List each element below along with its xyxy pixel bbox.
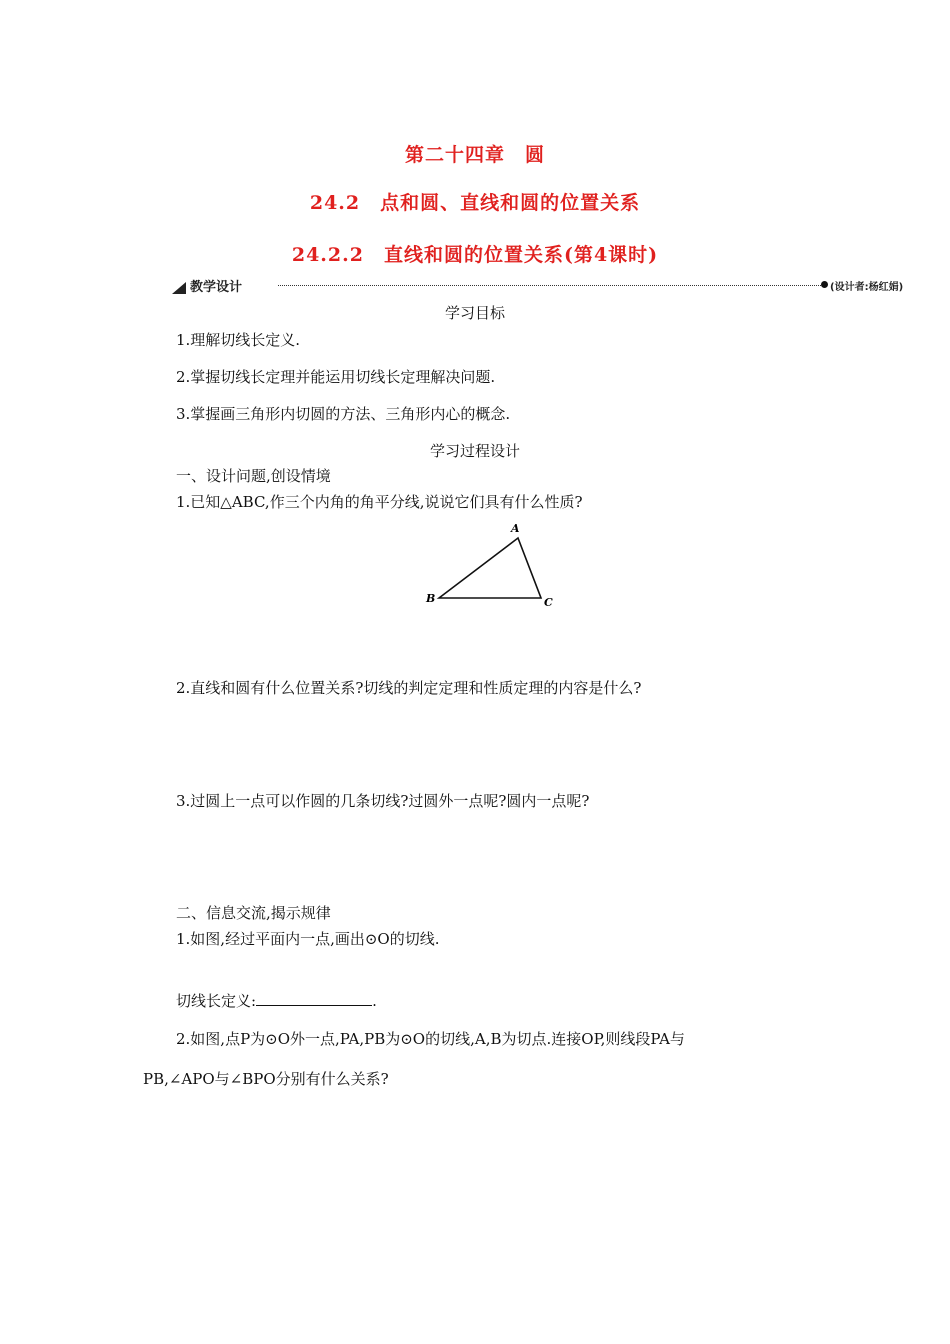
banner-label <box>172 276 242 295</box>
definition-blank[interactable] <box>256 991 372 1006</box>
chapter-title: 第二十四章 圆 <box>404 144 545 166</box>
section-banner <box>172 276 934 296</box>
banner-triangle-icon <box>172 282 186 294</box>
part1-question-2: 2.直线和圆有什么位置关系?切线的判定定理和性质定理的内容是什么? <box>176 679 642 697</box>
banner-author: (设计者:杨红娟) <box>830 282 904 293</box>
part2-question-2-line1: 2.如图,点P为⊙O外一点,PA,PB为⊙O的切线,A,B为切点.连接OP,则线段PA与 <box>176 1030 685 1048</box>
section-title: 24.2 点和圆、直线和圆的位置关系 <box>309 192 641 214</box>
process-heading: 学习过程设计 <box>429 442 520 460</box>
vertex-label-c: C <box>544 596 553 609</box>
definition-end: . <box>372 992 377 1010</box>
vertex-label-a: A <box>511 522 520 535</box>
definition-label: 切线长定义: <box>176 992 257 1010</box>
subsection-title: 24.2.2 直线和圆的位置关系(第4课时) <box>291 244 659 266</box>
part2-title: 二、信息交流,揭示规律 <box>176 904 331 922</box>
banner-dot-icon <box>821 281 828 288</box>
part2-question-1: 1.如图,经过平面内一点,画出⊙O的切线. <box>176 930 440 948</box>
banner-left-text: 教学设计 <box>190 280 243 295</box>
definition-line <box>176 990 377 1011</box>
triangle-figure <box>420 518 560 610</box>
banner-dotted-line <box>278 285 823 286</box>
objectives-heading: 学习目标 <box>444 304 505 322</box>
triangle-abc <box>439 538 541 598</box>
part2-question-2-line2: PB,∠APO与∠BPO分别有什么关系? <box>143 1070 389 1088</box>
objective-item: 3.掌握画三角形内切圆的方法、三角形内心的概念. <box>176 405 511 423</box>
part1-title: 一、设计问题,创设情境 <box>176 467 331 485</box>
part1-question-3: 3.过圆上一点可以作圆的几条切线?过圆外一点呢?圆内一点呢? <box>176 792 590 810</box>
objective-item: 2.掌握切线长定理并能运用切线长定理解决问题. <box>176 368 496 386</box>
vertex-label-b: B <box>426 592 436 605</box>
objective-item: 1.理解切线长定义. <box>176 331 301 349</box>
part1-question-1: 1.已知△ABC,作三个内角的角平分线,说说它们具有什么性质? <box>176 493 583 511</box>
